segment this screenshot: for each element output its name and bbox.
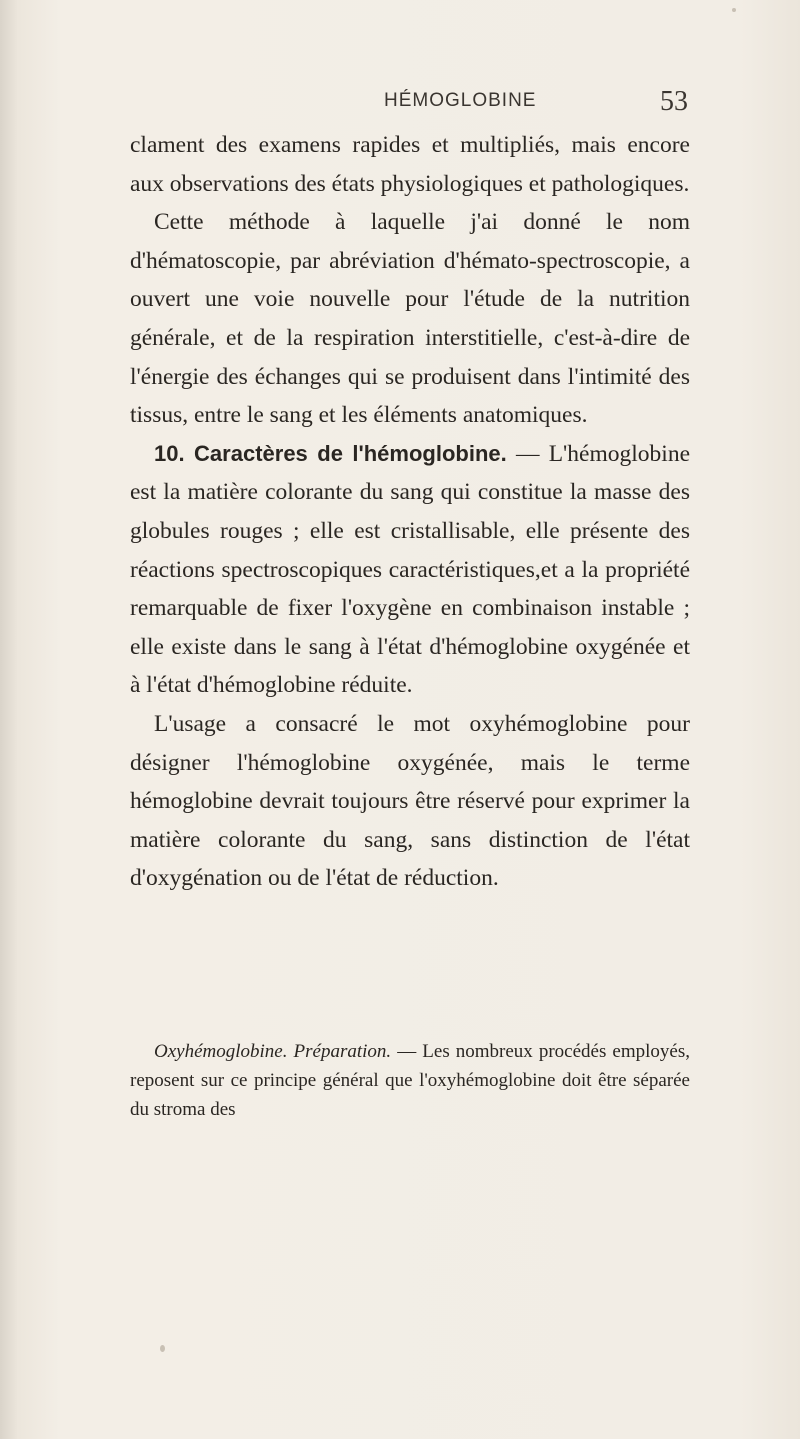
- running-title: HÉMOGLOBINE: [384, 90, 537, 111]
- paragraph-characters: [130, 435, 690, 705]
- main-text: [130, 126, 690, 898]
- paragraph-hematoscopie: Cette méthode à laquelle j'ai donné le nom d'hématoscopie, par abréviation d'hémato-spectroscopie, a ouvert une voie nouvelle pour l'étude de la nutrition générale, et de la respiration interstitielle, c'est-à-dire de l'énergie des échanges qui se produisent dans l'intimité des tissus, entre le sang et les éléments anatomiques.: [130, 209, 690, 429]
- section-body: — L'hémoglobine est la matière colorante du sang qui constitue la masse des globules rouges ; elle est cristallisable, elle présente des réactions spectroscopiques caractéristiques,et a la propriété remarquable de fixer l'oxygène en combinaison instable ; elle existe dans le sang à l'état d'hémoglobine oxygénée et à l'état d'hémoglobine réduite.: [130, 440, 690, 699]
- paragraph-usage: L'usage a consacré le mot oxyhémoglobine pour désigner l'hémoglobine oxygénée, mais le terme hémoglobine devrait toujours être réservé pour exprimer la matière colorante du sang, sans distinction de l'état d'oxygénation ou de l'état de réduction.: [130, 710, 690, 892]
- preparation-note: [130, 1037, 690, 1124]
- note-body: — Les nombreux procédés employés, reposent sur ce principe général que l'oxyhémoglobine doit être séparée du stroma des: [130, 1041, 690, 1120]
- page-header: [0, 86, 800, 126]
- paper-speck: [732, 8, 736, 12]
- page-number: 53: [660, 86, 688, 117]
- note-paragraph: [130, 1037, 690, 1124]
- paragraph-continuation: clament des examens rapides et multipliés, mais encore aux observations des états physiologiques et pathologiques.: [130, 132, 690, 197]
- section-heading: 10. Caractères de l'hémoglobine.: [154, 440, 507, 466]
- note-lead: Oxyhémoglobine. Préparation.: [154, 1041, 392, 1062]
- paper-speck: [160, 1345, 165, 1352]
